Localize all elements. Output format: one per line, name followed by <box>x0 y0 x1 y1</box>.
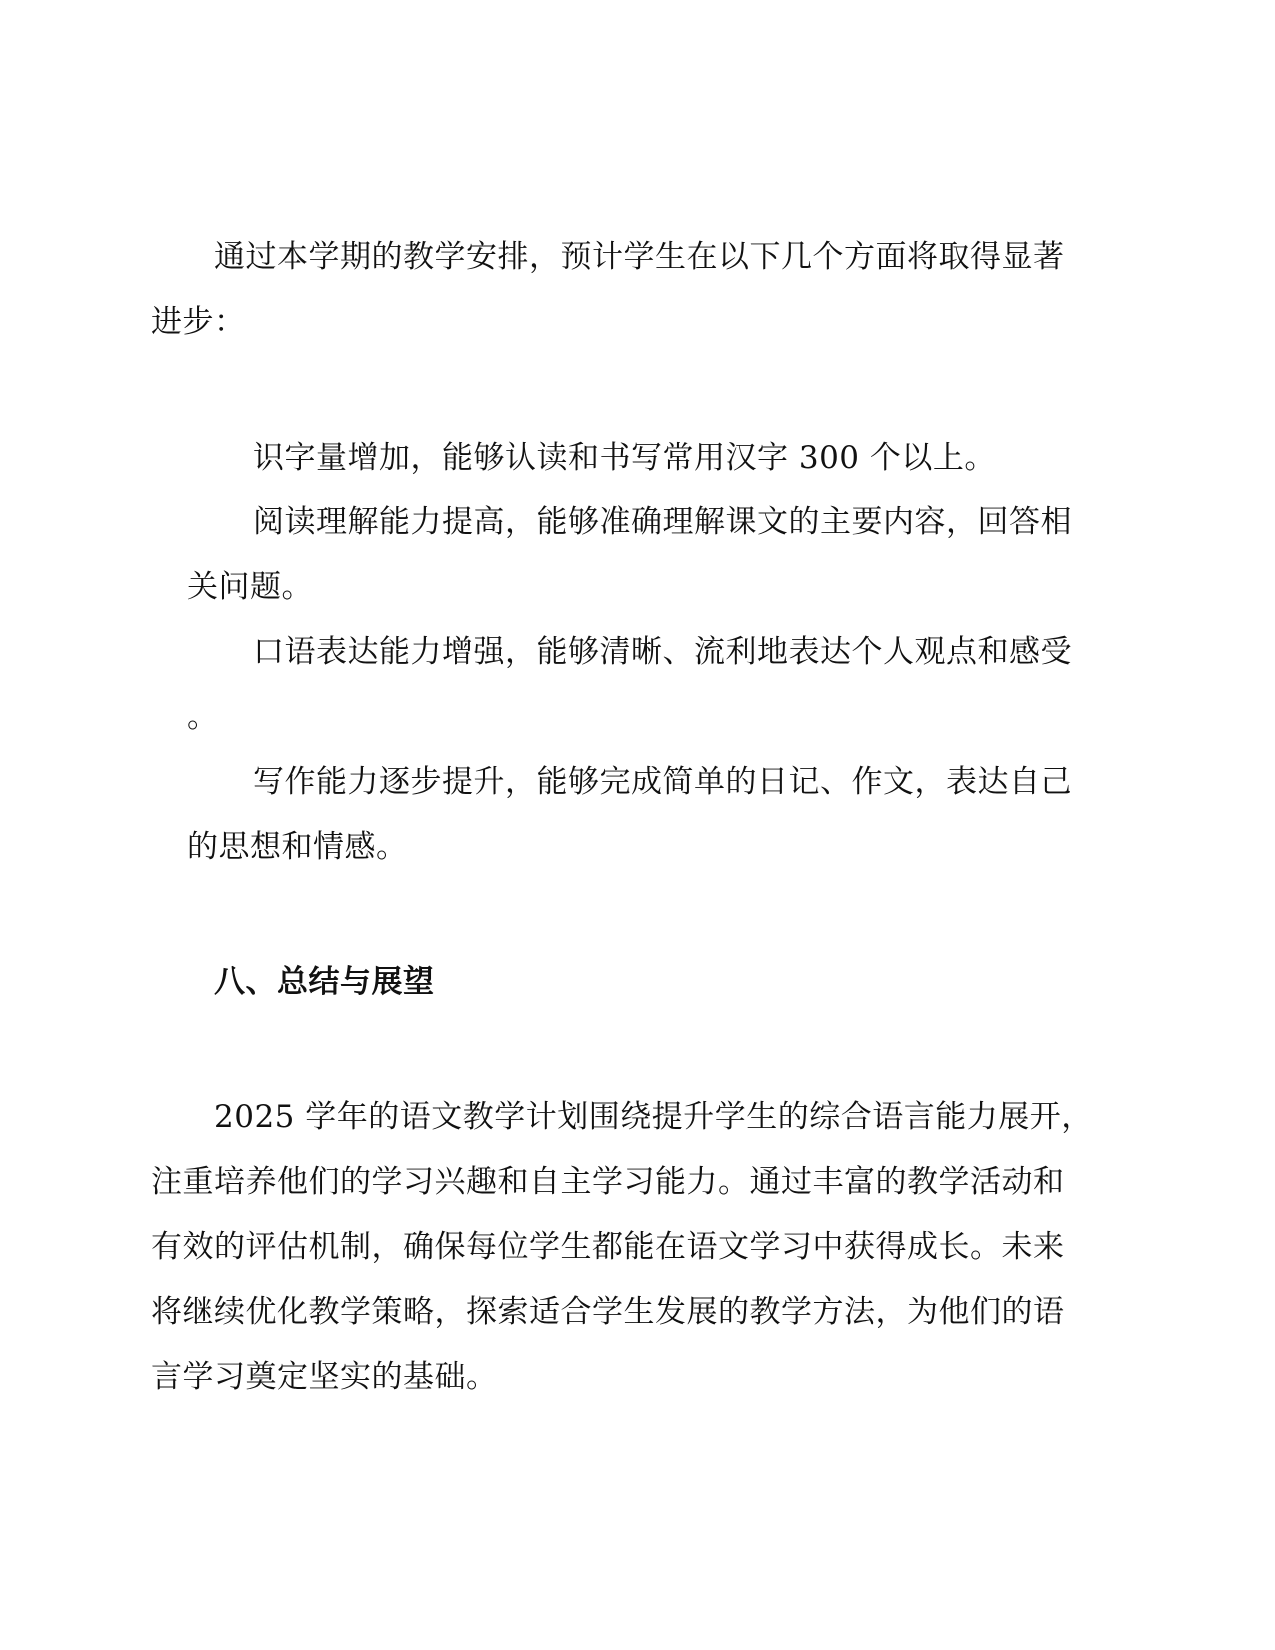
section-heading: 八、总结与展望 <box>214 964 435 1000</box>
summary-paragraph-line-5: 言学习奠定坚实的基础。 <box>151 1359 498 1395</box>
summary-paragraph-line-4: 将继续优化教学策略，探索适合学生发展的教学方法，为他们的语 <box>151 1294 1065 1330</box>
goal-item-1: 识字量增加，能够认读和书写常用汉字 300 个以上。 <box>253 440 996 476</box>
goal-item-3-line-1: 口语表达能力增强，能够清晰、流利地表达个人观点和感受 <box>253 634 1072 670</box>
summary-paragraph-line-3: 有效的评估机制，确保每位学生都能在语文学习中获得成长。未来 <box>151 1229 1065 1265</box>
summary-paragraph-line-2: 注重培养他们的学习兴趣和自主学习能力。通过丰富的教学活动和 <box>151 1164 1065 1200</box>
goal-item-4-line-2: 的思想和情感。 <box>187 829 408 865</box>
goal-item-2-line-2: 关问题。 <box>187 569 313 605</box>
intro-paragraph-line-1: 通过本学期的教学安排，预计学生在以下几个方面将取得显著 <box>214 239 1065 275</box>
goal-item-3-line-2: 。 <box>187 699 219 735</box>
intro-paragraph-line-2: 进步： <box>151 304 246 340</box>
summary-paragraph-line-1: 2025 学年的语文教学计划围绕提升学生的综合语言能力展开， <box>214 1099 1093 1135</box>
goal-item-2-line-1: 阅读理解能力提高，能够准确理解课文的主要内容，回答相 <box>253 504 1072 540</box>
goal-item-4-line-1: 写作能力逐步提升，能够完成简单的日记、作文，表达自己 <box>253 764 1072 800</box>
